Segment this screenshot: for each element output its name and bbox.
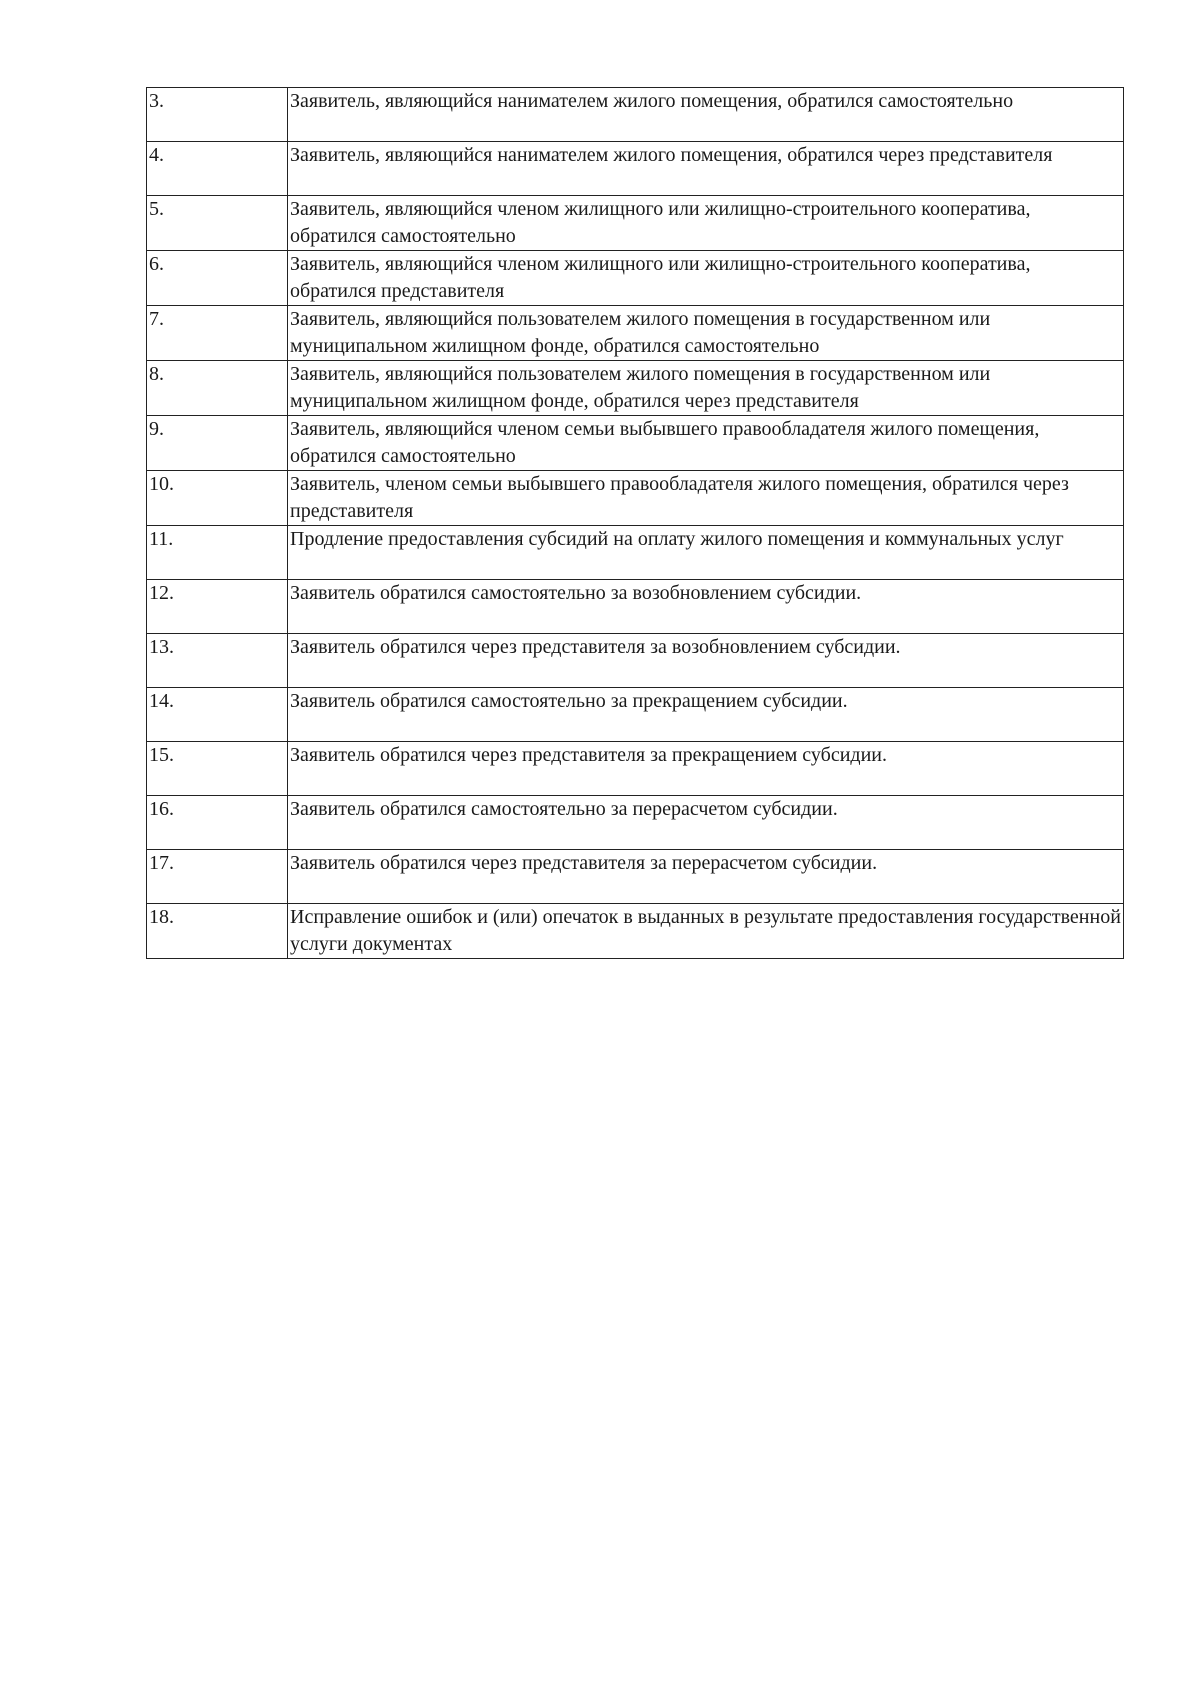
table-row	[147, 196, 1124, 251]
row-description: Заявитель обратился самостоятельно за прекращением субсидии.	[290, 690, 848, 712]
row-description-cell	[288, 196, 1124, 251]
row-number: 14.	[149, 690, 174, 712]
row-description-cell	[288, 142, 1124, 196]
row-description: Заявитель, являющийся пользователем жилого помещения в государственном или муниципальном жилищном фонде, обратился самостоятельно	[290, 308, 991, 357]
row-number: 13.	[149, 636, 174, 658]
row-number-cell	[147, 688, 288, 742]
table-row	[147, 361, 1124, 416]
row-number-cell	[147, 361, 288, 416]
row-description-cell	[288, 306, 1124, 361]
row-number-cell	[147, 196, 288, 251]
cases-table	[146, 87, 1124, 959]
table-row	[147, 416, 1124, 471]
row-description-cell	[288, 526, 1124, 580]
table-row	[147, 742, 1124, 796]
table-row	[147, 850, 1124, 904]
row-description-cell	[288, 796, 1124, 850]
table-row	[147, 306, 1124, 361]
row-description-cell	[288, 88, 1124, 142]
row-number: 17.	[149, 852, 174, 874]
row-description-cell	[288, 416, 1124, 471]
row-number-cell	[147, 416, 288, 471]
table-row	[147, 688, 1124, 742]
row-description-cell	[288, 904, 1124, 959]
row-number: 5.	[149, 198, 164, 220]
row-number: 9.	[149, 418, 164, 440]
row-description: Исправление ошибок и (или) опечаток в выданных в результате предоставления государственной услуги документах	[290, 906, 1121, 955]
row-number-cell	[147, 251, 288, 306]
row-description-cell	[288, 471, 1124, 526]
row-description-cell	[288, 361, 1124, 416]
row-number: 3.	[149, 90, 164, 112]
row-description: Заявитель, являющийся нанимателем жилого помещения, обратился самостоятельно	[290, 90, 1014, 112]
row-description-cell	[288, 742, 1124, 796]
row-number: 8.	[149, 363, 164, 385]
row-description-cell	[288, 580, 1124, 634]
row-number: 6.	[149, 253, 164, 275]
row-description-cell	[288, 251, 1124, 306]
row-description-cell	[288, 634, 1124, 688]
row-number-cell	[147, 742, 288, 796]
row-number: 18.	[149, 906, 174, 928]
row-description: Заявитель, членом семьи выбывшего правообладателя жилого помещения, обратился через представителя	[290, 473, 1069, 522]
row-number-cell	[147, 526, 288, 580]
row-number: 7.	[149, 308, 164, 330]
table-row	[147, 526, 1124, 580]
row-number-cell	[147, 306, 288, 361]
table-row	[147, 88, 1124, 142]
row-description: Продление предоставления субсидий на оплату жилого помещения и коммунальных услуг	[290, 528, 1064, 550]
table-row	[147, 142, 1124, 196]
row-number-cell	[147, 850, 288, 904]
row-number-cell	[147, 580, 288, 634]
row-description: Заявитель, являющийся членом жилищного или жилищно-строительного кооператива, обратился представителя	[290, 253, 1031, 302]
row-description-cell	[288, 688, 1124, 742]
row-description: Заявитель обратился самостоятельно за возобновлением субсидии.	[290, 582, 862, 604]
table-row	[147, 796, 1124, 850]
row-number: 10.	[149, 473, 174, 495]
row-number: 16.	[149, 798, 174, 820]
row-description: Заявитель, являющийся членом семьи выбывшего правообладателя жилого помещения, обратился самостоятельно	[290, 418, 1040, 467]
row-description: Заявитель обратился через представителя за возобновлением субсидии.	[290, 636, 901, 658]
row-description: Заявитель, являющийся нанимателем жилого помещения, обратился через представителя	[290, 144, 1053, 166]
table-row	[147, 634, 1124, 688]
row-number-cell	[147, 904, 288, 959]
row-number-cell	[147, 142, 288, 196]
row-description: Заявитель, являющийся членом жилищного или жилищно-строительного кооператива, обратился самостоятельно	[290, 198, 1031, 247]
table-row	[147, 471, 1124, 526]
row-number: 12.	[149, 582, 174, 604]
row-number: 11.	[149, 528, 174, 550]
table-row	[147, 904, 1124, 959]
row-number-cell	[147, 88, 288, 142]
row-description: Заявитель обратился самостоятельно за перерасчетом субсидии.	[290, 798, 838, 820]
row-description: Заявитель обратился через представителя за перерасчетом субсидии.	[290, 852, 878, 874]
row-number-cell	[147, 796, 288, 850]
row-description: Заявитель, являющийся пользователем жилого помещения в государственном или муниципальном жилищном фонде, обратился через представителя	[290, 363, 991, 412]
row-number: 4.	[149, 144, 164, 166]
row-description: Заявитель обратился через представителя за прекращением субсидии.	[290, 744, 887, 766]
row-number-cell	[147, 634, 288, 688]
row-number: 15.	[149, 744, 174, 766]
table-row	[147, 580, 1124, 634]
table-row	[147, 251, 1124, 306]
row-number-cell	[147, 471, 288, 526]
row-description-cell	[288, 850, 1124, 904]
